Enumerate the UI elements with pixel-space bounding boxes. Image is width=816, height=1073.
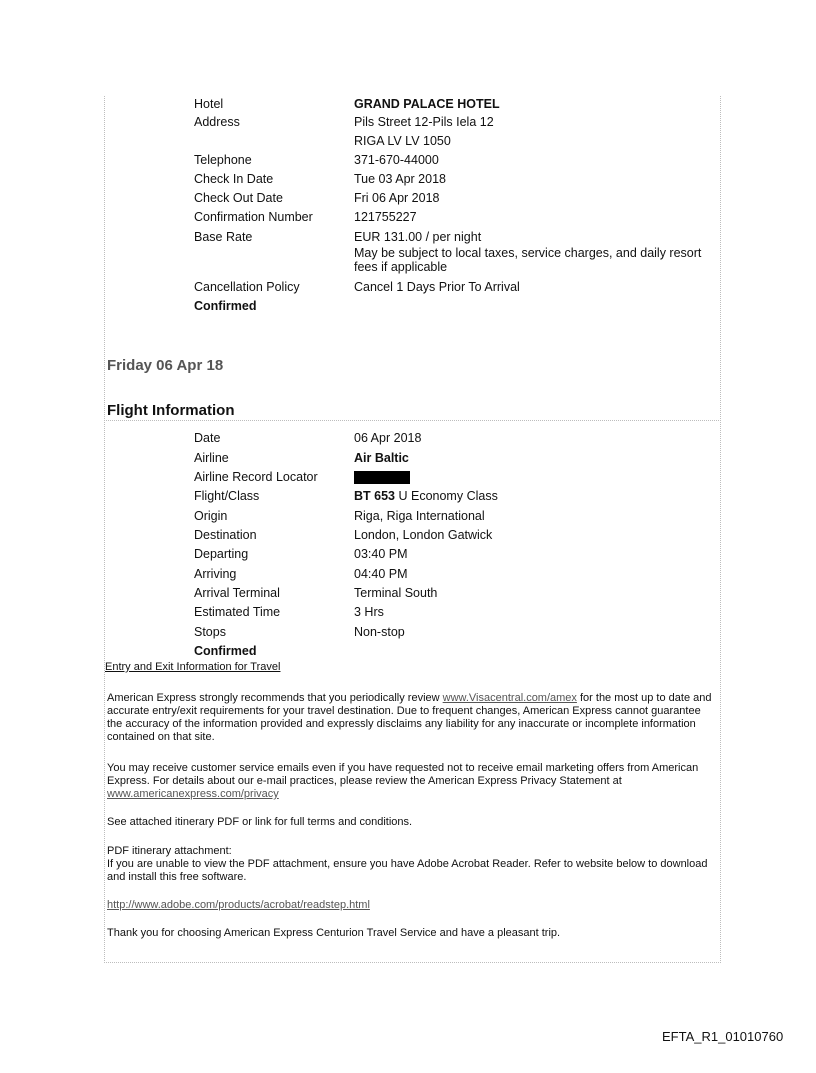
hotel-telephone: 371-670-44000 xyxy=(354,153,439,167)
field-label: Airline xyxy=(194,451,229,465)
hotel-status: Confirmed xyxy=(194,299,257,313)
airline-name: Air Baltic xyxy=(354,451,409,465)
adobe-link[interactable]: http://www.adobe.com/products/acrobat/readstep.html xyxy=(107,899,370,911)
flight-date: 06 Apr 2018 xyxy=(354,431,422,445)
redaction-box xyxy=(354,471,410,484)
visacentral-link[interactable]: www.Visacentral.com/amex xyxy=(442,692,577,704)
field-label: Destination xyxy=(194,528,257,542)
terms-notice: See attached itinerary PDF or link for full terms and conditions. xyxy=(107,816,413,828)
field-label: Base Rate xyxy=(194,230,253,244)
confirmation-number: 121755227 xyxy=(354,210,417,224)
field-label: Check Out Date xyxy=(194,191,283,205)
flight-section-heading: Flight Information xyxy=(107,402,235,419)
notice-text: for the most up to date and accurate entry/exit requirements for your travel destination. Due to frequent changes, American Express cannot guarantee the accuracy of the information provided and expressly disclaims any liability for any inaccurate or incomplete information contained on that site. xyxy=(107,692,712,743)
origin: Riga, Riga International xyxy=(354,509,485,523)
day-heading: Friday 06 Apr 18 xyxy=(107,357,224,374)
base-rate-note: May be subject to local taxes, service charges, and daily resort fees if applicable xyxy=(354,246,702,274)
field-label: Hotel xyxy=(194,97,224,111)
field-label: Date xyxy=(194,431,221,445)
field-label: Arrival Terminal xyxy=(194,586,280,600)
field-label: Estimated Time xyxy=(194,605,281,619)
hotel-address-line1: Pils Street 12-Pils Iela 12 xyxy=(354,115,494,129)
document-id: EFTA_R1_01010760 xyxy=(662,1029,784,1044)
destination: London, London Gatwick xyxy=(354,528,493,542)
record-locator-value xyxy=(354,470,704,484)
notice-text: American Express strongly recommends that you periodically review xyxy=(107,692,443,704)
pdf-notice-heading: PDF itinerary attachment: xyxy=(107,845,232,857)
field-label: Stops xyxy=(194,625,226,639)
arrival-terminal: Terminal South xyxy=(354,586,438,600)
field-label: Flight/Class xyxy=(194,489,260,503)
privacy-link[interactable]: www.americanexpress.com/privacy xyxy=(107,788,279,800)
flight-status: Confirmed xyxy=(194,644,257,658)
pdf-notice xyxy=(107,845,717,884)
field-label: Confirmation Number xyxy=(194,210,313,224)
departing-time: 03:40 PM xyxy=(354,547,408,561)
field-label: Check In Date xyxy=(194,172,274,186)
field-label: Departing xyxy=(194,547,249,561)
section-divider xyxy=(104,420,719,421)
hotel-address-line2: RIGA LV LV 1050 xyxy=(354,134,451,148)
estimated-time: 3 Hrs xyxy=(354,605,384,619)
stops: Non-stop xyxy=(354,625,405,639)
adobe-link-row xyxy=(107,899,717,912)
flight-class: U Economy Class xyxy=(398,489,498,503)
privacy-notice xyxy=(107,762,717,801)
hotel-name: GRAND PALACE HOTEL xyxy=(354,97,500,111)
visacentral-notice xyxy=(107,692,717,744)
field-label: Arriving xyxy=(194,567,237,581)
field-label: Airline Record Locator xyxy=(194,470,318,484)
closing-message: Thank you for choosing American Express Centurion Travel Service and have a pleasant trip. xyxy=(107,927,561,939)
base-rate: EUR 131.00 / per night xyxy=(354,230,482,244)
field-label: Telephone xyxy=(194,153,252,167)
check-in-date: Tue 03 Apr 2018 xyxy=(354,172,446,186)
arriving-time: 04:40 PM xyxy=(354,567,408,581)
field-label: Cancellation Policy xyxy=(194,280,300,294)
flight-number: BT 653 xyxy=(354,489,395,503)
pdf-notice-text: If you are unable to view the PDF attachment, ensure you have Adobe Acrobat Reader. Refer to website below to download and install this free software. xyxy=(107,858,708,883)
cancellation-policy: Cancel 1 Days Prior To Arrival xyxy=(354,280,520,294)
flight-class-value xyxy=(354,489,704,503)
field-label: Origin xyxy=(194,509,228,523)
notice-text: You may receive customer service emails even if you have requested not to receive email marketing offers from American Express. For details about our e-mail practices, please review the American Express Privacy Statement at xyxy=(107,762,699,787)
field-label: Address xyxy=(194,115,240,129)
check-out-date: Fri 06 Apr 2018 xyxy=(354,191,440,205)
entry-exit-info-link[interactable]: Entry and Exit Information for Travel xyxy=(105,661,281,673)
